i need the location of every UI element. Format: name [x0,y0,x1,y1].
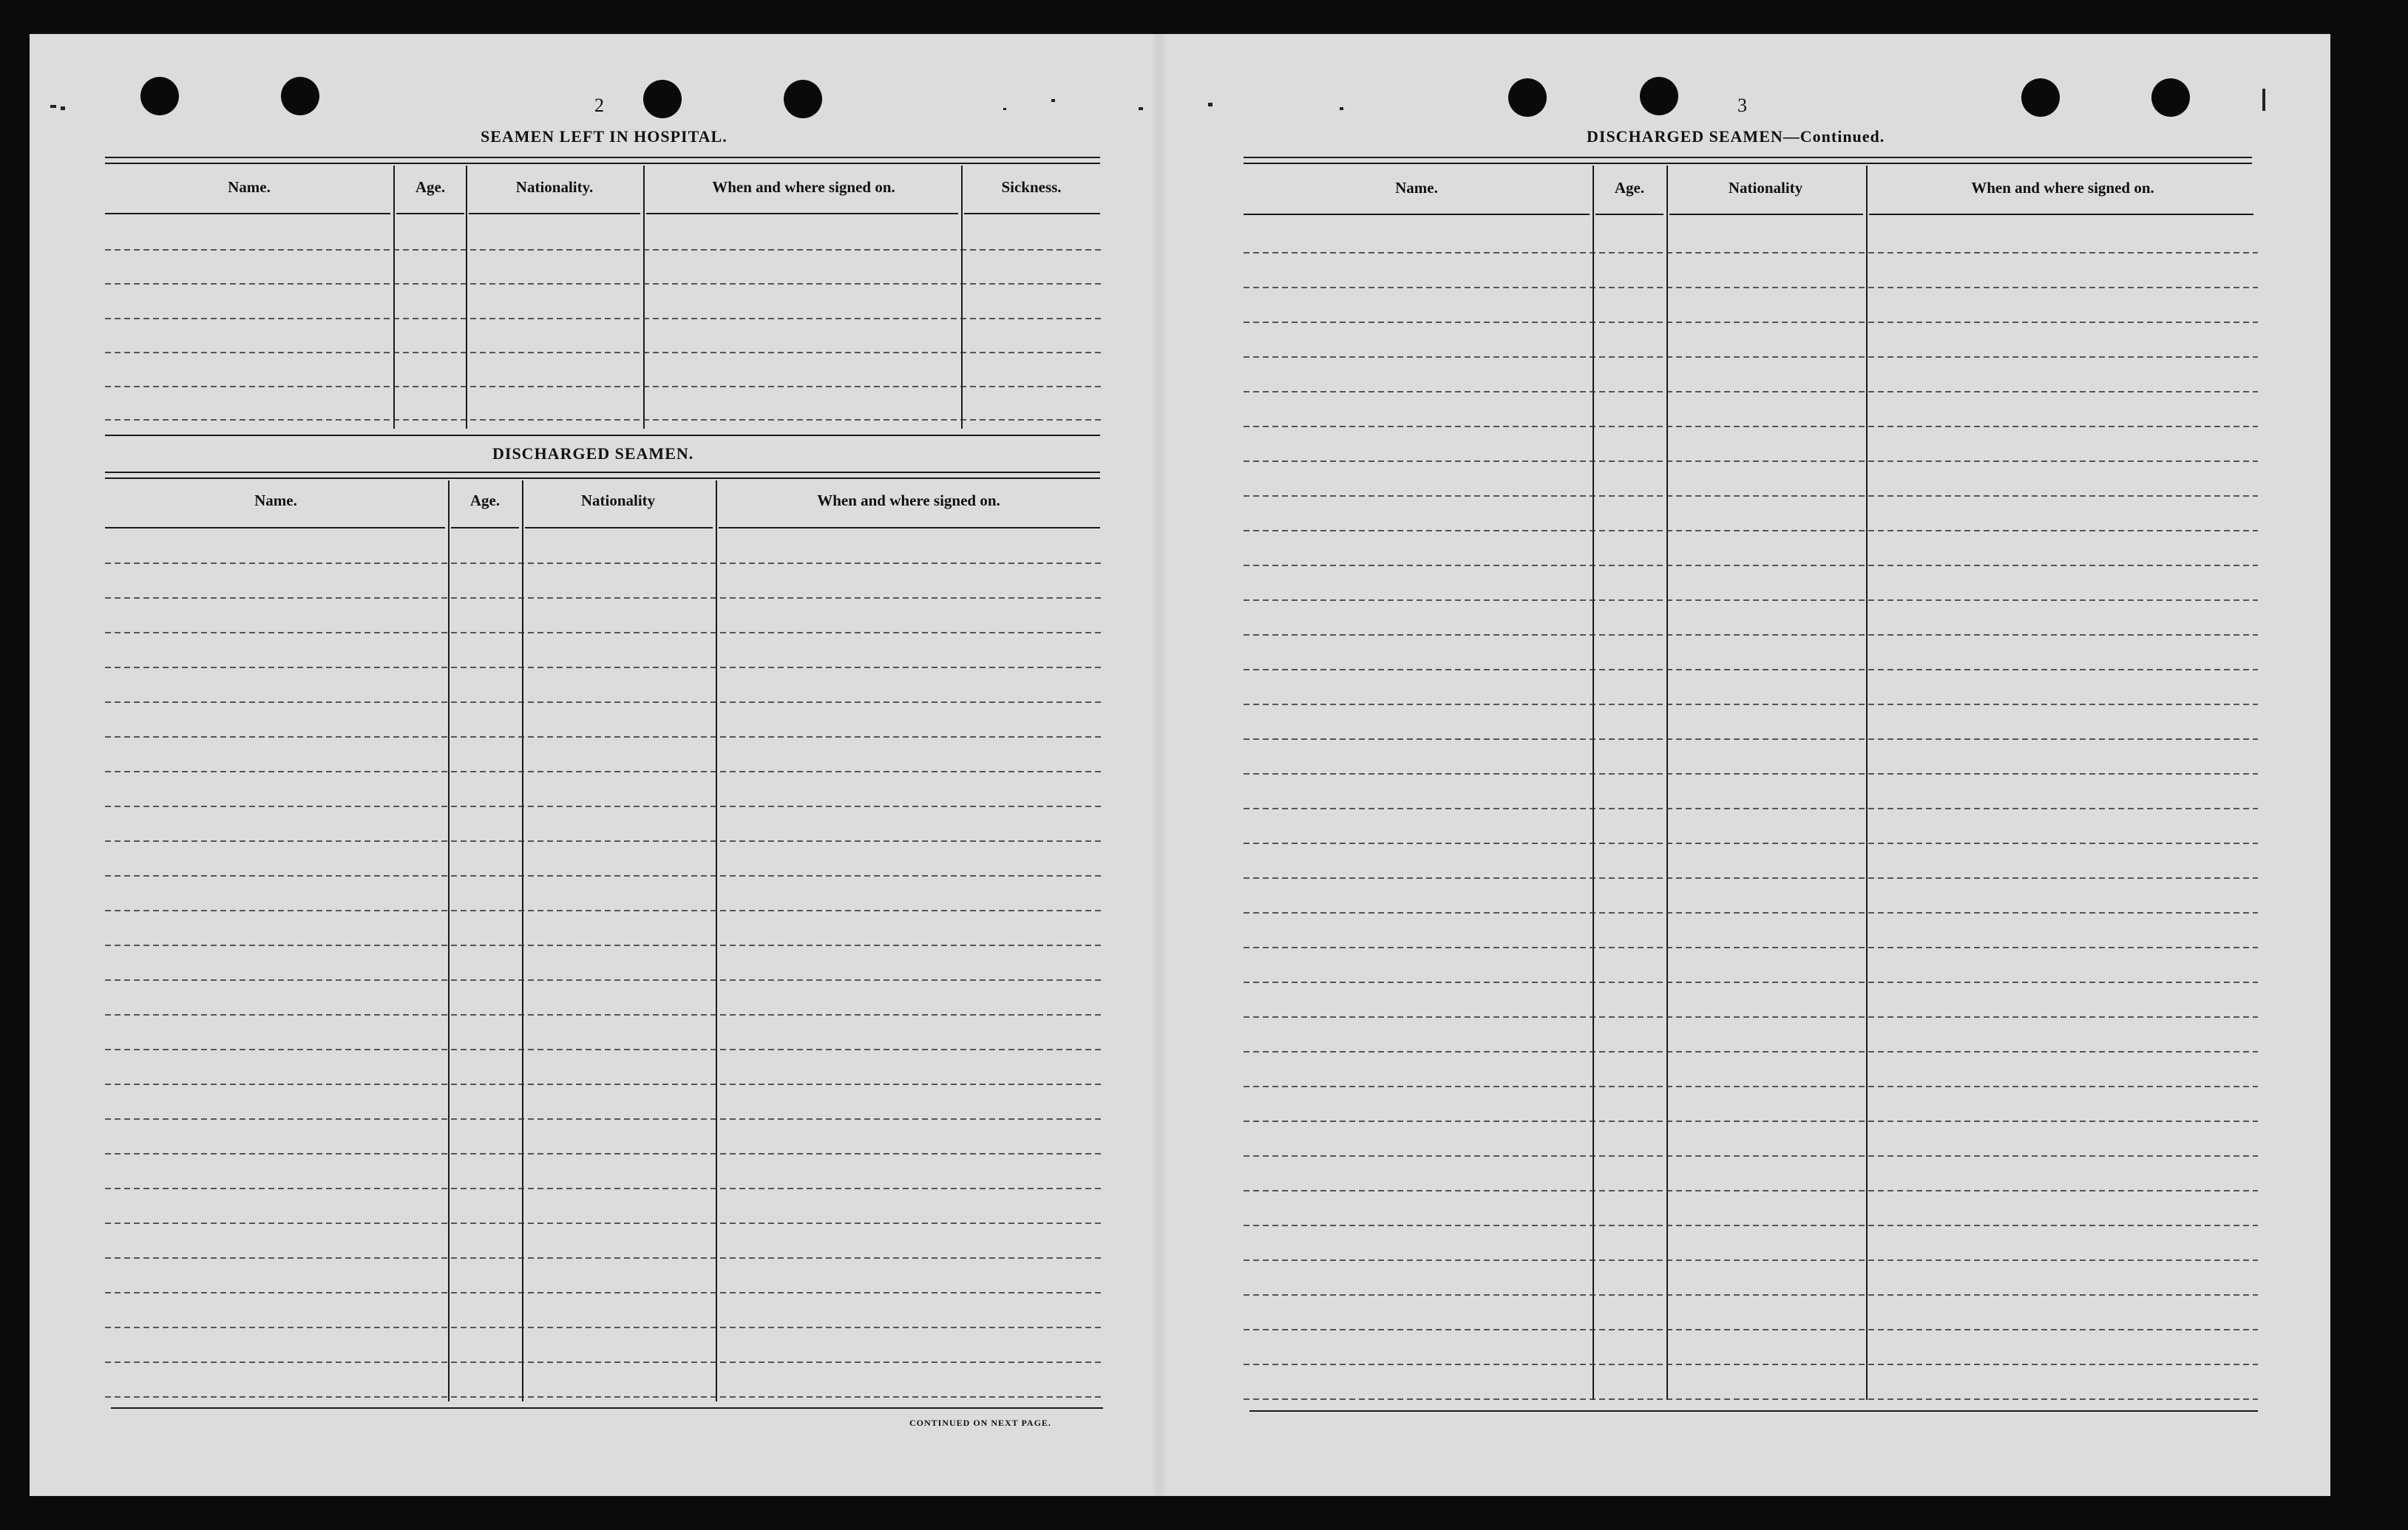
column-header-underline [1869,214,2253,215]
scan-speck [1208,103,1213,106]
column-header-nationality: Nationality [1728,179,1803,197]
scan-speck [1139,107,1143,110]
binder-hole [1508,78,1547,117]
column-header-when-where: When and where signed on. [712,178,895,196]
column-header-sickness: Sickness. [1001,178,1062,196]
column-header-name: Name. [228,178,271,196]
column-header-underline [964,213,1100,214]
binder-hole [2151,78,2190,117]
header-rule [105,157,1100,164]
table-bottom-rule [1249,1410,2258,1412]
binder-hole [140,77,179,115]
column-header-age: Age. [415,178,446,196]
scan-speck [61,106,65,110]
scan-speck [1340,107,1343,110]
column-header-name: Name. [1395,179,1438,197]
scan-speck [50,105,56,108]
column-header-underline [646,213,958,214]
column-header-when-where: When and where signed on. [1971,179,2154,197]
column-header-when-where: When and where signed on. [817,492,1000,509]
binder-hole [643,80,682,118]
scan-speck [1051,99,1055,102]
column-header-underline [1244,214,1590,215]
column-header-name: Name. [254,492,297,509]
dashed-rows-discharged [105,532,1105,1404]
column-header-underline [719,527,1100,528]
header-rule [1244,157,2252,164]
column-header-underline [1595,214,1663,215]
column-header-underline [451,527,519,528]
column-header-underline [525,527,713,528]
section-title-hospital: SEAMEN LEFT IN HOSPITAL. [481,127,728,146]
dashed-rows-hospital [105,222,1102,436]
scan-speck [2262,89,2265,111]
section-title-discharged: DISCHARGED SEAMEN. [492,444,694,463]
page-number: 3 [1737,95,1747,116]
header-rule [105,472,1100,479]
binder-hole [784,80,822,118]
section-title-discharged-continued: DISCHARGED SEAMEN—Continued. [1587,127,1885,146]
column-header-nationality: Nationality [580,492,656,509]
binder-hole [1640,77,1678,115]
section-divider [105,435,1100,436]
column-header-underline [1669,214,1863,215]
table-bottom-rule [111,1407,1103,1409]
column-header-underline [105,213,390,214]
binder-hole [2021,78,2060,117]
page-fold [1153,34,1165,1496]
page-number: 2 [594,95,604,116]
column-header-underline [469,213,640,214]
column-header-age: Age. [469,492,501,509]
continued-note: CONTINUED ON NEXT PAGE. [909,1418,1051,1428]
binder-hole [281,77,319,115]
column-header-nationality: Nationality. [515,178,594,196]
column-header-underline [105,527,445,528]
column-header-underline [396,213,464,214]
dashed-rows-discharged-continued [1244,219,2258,1406]
scan-speck [1003,108,1006,110]
column-header-age: Age. [1614,179,1645,197]
